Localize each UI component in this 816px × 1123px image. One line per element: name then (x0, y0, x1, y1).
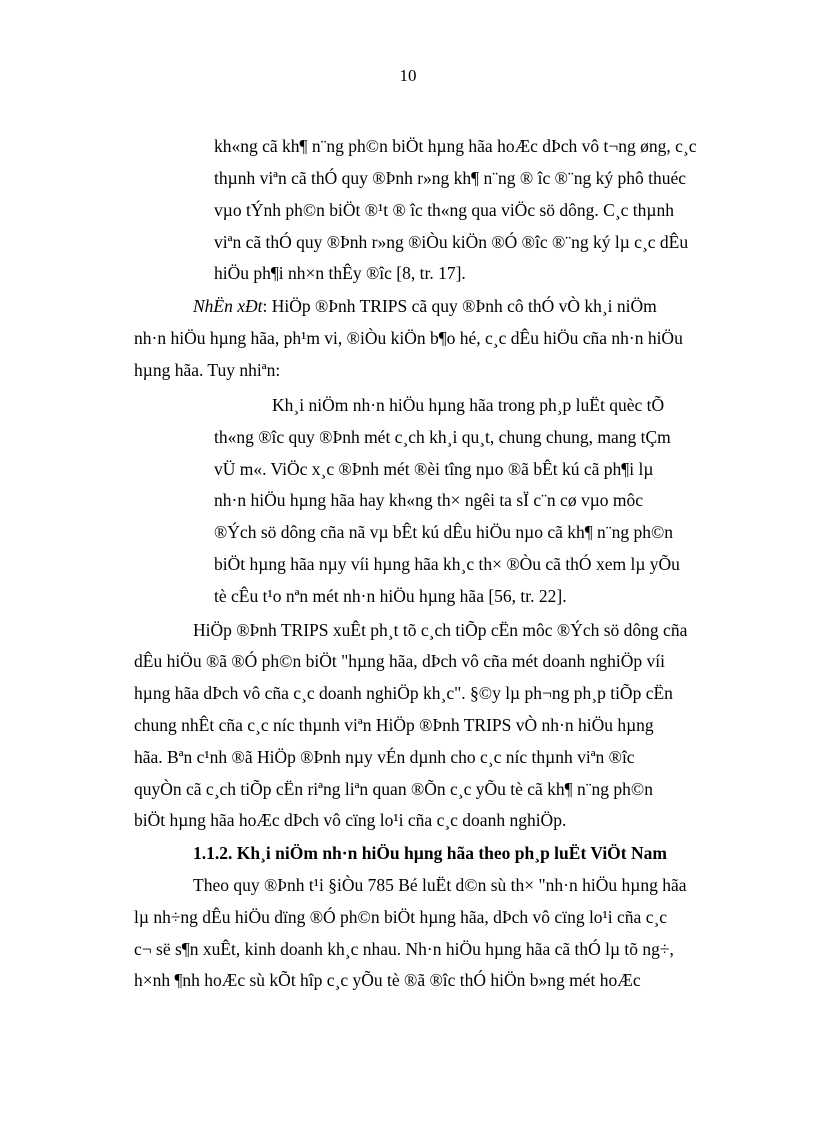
quote-line: tè cÊu t¹o nªn mét nh·n hiÖu hµng hãa [56, tr. 22]. (214, 586, 567, 606)
quote-line: kh«ng cã kh¶ n¨ng ph©n biÖt hµng hãa hoÆc dÞch vô t¬ng øng, c¸c (214, 136, 697, 156)
quote-line: hiÖu ph¶i nh×n thÊy ®îc [8, tr. 17]. (214, 263, 466, 283)
page-number: 10 (399, 66, 417, 85)
paragraph-line: hãa. Bªn c¹nh ®ã HiÖp ®Þnh nµy vÉn dµnh cho c¸c níc thµnh viªn ®îc (134, 747, 635, 767)
paragraph-line: Theo quy ®Þnh t¹i §iÒu 785 Bé luËt d©n sù th× "nh·n hiÖu hµng hãa (193, 875, 687, 895)
quote-line: thµnh viªn cã thÓ quy ®Þnh r»ng kh¶ n¨ng ® îc ®¨ng ký phô thuéc (214, 168, 686, 188)
paragraph-line: chung nhÊt cña c¸c níc thµnh viªn HiÖp ®Þnh TRIPS vÒ nh·n hiÖu hµng (134, 715, 654, 735)
quote-line: vµo tÝnh ph©n biÖt ®¹t ® îc th«ng qua viÖc sö dông. C¸c thµnh (214, 200, 674, 220)
quote-line: nh·n hiÖu hµng hãa hay kh«ng th× ngêi ta sÏ c¨n cø vµo môc (214, 490, 644, 510)
paragraph-line: nh·n hiÖu hµng hãa, ph¹m vi, ®iÒu kiÖn b¶o hé, c¸c dÊu hiÖu cña nh·n hiÖu (134, 328, 683, 348)
remark-label: NhËn xÐt (193, 296, 263, 316)
paragraph-line: quyÒn cã c¸ch tiÕp cËn riªng liªn quan ®Õn c¸c yÕu tè cã kh¶ n¨ng ph©n (134, 779, 653, 799)
paragraph-line: hµng hãa dÞch vô cña c¸c doanh nghiÖp kh¸c". §©y lµ ph¬ng ph¸p tiÕp cËn (134, 683, 673, 703)
quote-line: th«ng ®îc quy ®Þnh mét c¸ch kh¸i qu¸t, chung chung, mang tÇm (214, 427, 671, 447)
paragraph-line (193, 298, 657, 316)
quote-line: Kh¸i niÖm nh·n hiÖu hµng hãa trong ph¸p luËt quèc tÕ (272, 395, 665, 415)
paragraph-line: c¬ së s¶n xuÊt, kinh doanh kh¸c nhau. Nh·n hiÖu hµng hãa cã thÓ lµ tõ ng÷, (134, 939, 674, 959)
quote-line: biÖt hµng hãa nµy víi hµng hãa kh¸c th× ®Òu cã thÓ xem lµ yÕu (214, 554, 680, 574)
paragraph-line: dÊu hiÖu ®ã ®Ó ph©n biÖt "hµng hãa, dÞch vô cña mét doanh nghiÖp víi (134, 651, 665, 671)
quote-line: vÜ m«. ViÖc x¸c ®Þnh mét ®èi tîng nµo ®ã bÊt kú cã ph¶i lµ (214, 459, 654, 479)
paragraph-line: hµng hãa. Tuy nhiªn: (134, 360, 281, 380)
paragraph-line: biÖt hµng hãa hoÆc dÞch vô cïng lo¹i cña c¸c doanh nghiÖp. (134, 810, 567, 830)
paragraph-line: HiÖp ®Þnh TRIPS xuÊt ph¸t tõ c¸ch tiÕp cËn môc ®Ých sö dông cña (193, 620, 688, 640)
quote-line: viªn cã thÓ quy ®Þnh r»ng ®iÒu kiÖn ®Ó ®îc ®¨ng ký lµ c¸c dÊu (214, 232, 689, 252)
quote-line: ®Ých sö dông cña nã vµ bÊt kú dÊu hiÖu nµo cã kh¶ n¨ng ph©n (214, 522, 674, 542)
paragraph-line: lµ nh÷ng dÊu hiÖu dïng ®Ó ph©n biÖt hµng hãa, dÞch vô cïng lo¹i cña c¸c (134, 907, 668, 927)
section-heading: 1.1.2. Kh¸i niÖm nh·n hiÖu hµng hãa theo ph¸p luËt ViÖt Nam (193, 843, 667, 863)
paragraph-line: h×nh ¶nh hoÆc sù kÕt hîp c¸c yÕu tè ®ã ®îc thÓ hiÖn b»ng mét hoÆc (134, 970, 641, 990)
remark-text: : HiÖp ®Þnh TRIPS cã quy ®Þnh cô thÓ vÒ kh¸i niÖm (262, 296, 657, 316)
